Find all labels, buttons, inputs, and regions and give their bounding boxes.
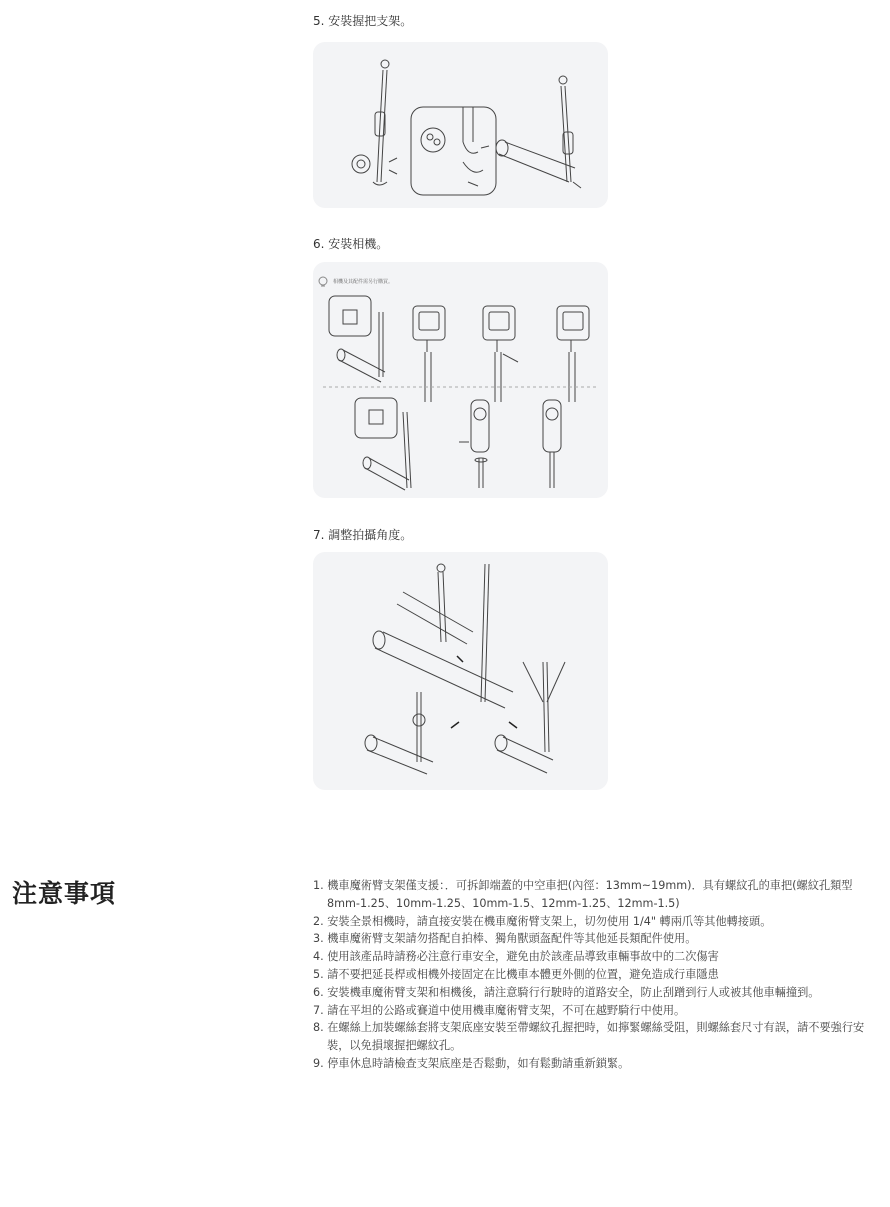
notice-item: 9. 停車休息時請檢查支架底座是否鬆動，如有鬆動請重新鎖緊。	[313, 1056, 630, 1070]
step-6-title: 6. 安裝相機。	[313, 237, 389, 251]
lightbulb-icon	[319, 277, 327, 286]
step-7-illustration	[313, 552, 608, 790]
action-camera-icon	[483, 306, 518, 402]
mount-pole-left-icon	[352, 60, 397, 185]
notice-item: 3. 機車魔術臂支架請勿搭配自拍棒、獨角獸頭盔配件等其他延長類配件使用。	[313, 932, 697, 946]
notice-item: 2. 安裝全景相機時，請直接安裝在機車魔術臂支架上，切勿使用 1/4" 轉兩爪等其他轉接頭。	[313, 914, 772, 928]
notice-list	[313, 877, 875, 1073]
notice-item: 5. 請不要把延長桿或相機外接固定在比機車本體更外側的位置，避免造成行車隱患	[313, 967, 719, 981]
arrow-icon	[451, 656, 517, 728]
notice-item: 6. 安裝機車魔術臂支架和相機後，請注意騎行行駛時的道路安全，防止刮蹭到行人或被其他車輛撞到。	[313, 985, 820, 999]
360-camera-icon	[543, 400, 561, 488]
step-5-illustration	[313, 42, 608, 208]
notice-item: 1. 機車魔術臂支架僅支援：．可拆卸端蓋的中空車把(內徑：13mm~19mm)．具有螺紋孔的車把(螺紋孔類型8mm-1.25、10mm-1.25、10mm-1.5、12mm-1.25、12mm-1.5)	[313, 879, 853, 910]
action-camera-icon	[557, 306, 589, 402]
notice-heading: 注意事項	[12, 879, 117, 908]
notice-item: 4. 使用該產品時請務必注意行車安全，避免由於該產品導致車輛事故中的二次傷害	[313, 950, 719, 964]
mount-pole-right-icon	[496, 76, 581, 188]
action-camera-icon	[413, 306, 445, 402]
360-camera-icon	[459, 400, 489, 488]
mount-pole-icon	[413, 564, 565, 762]
hint-text: 相機及其配件需另行購買。	[333, 279, 394, 285]
step-5-title: 5. 安裝握把支架。	[313, 14, 413, 28]
step-6-illustration	[313, 262, 608, 498]
detail-view-icon	[411, 107, 496, 195]
notice-item: 8. 在螺絲上加裝螺絲套將支架底座安裝至帶螺紋孔握把時，如擰緊螺絲受阻，則螺絲套尺寸有誤，請不要強行安裝，以免損壞握把螺紋孔。	[313, 1021, 865, 1053]
step-7-title: 7. 調整拍攝角度。	[313, 528, 413, 542]
handlebar-icon	[365, 592, 553, 774]
notice-item: 7. 請在平坦的公路或賽道中使用機車魔術臂支架，不可在越野騎行中使用。	[313, 1003, 686, 1017]
